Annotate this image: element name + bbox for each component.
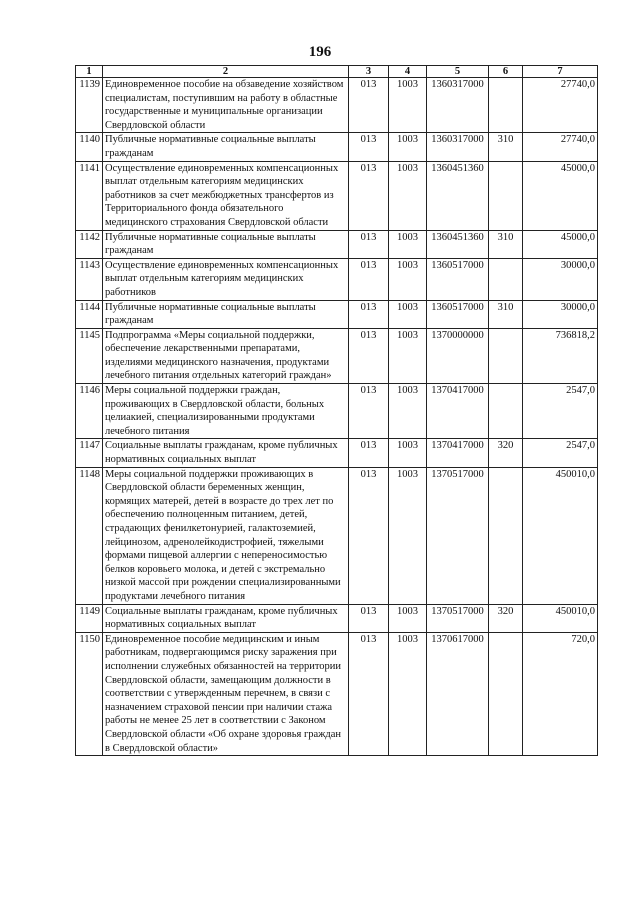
row-amount: 45000,0 <box>523 230 598 258</box>
row-col5: 1370417000 <box>427 384 489 439</box>
row-col3: 013 <box>349 230 389 258</box>
row-col4: 1003 <box>389 632 427 755</box>
row-col5: 1360451360 <box>427 230 489 258</box>
row-amount: 30000,0 <box>523 300 598 328</box>
row-col3: 013 <box>349 328 389 383</box>
row-col3: 013 <box>349 258 389 300</box>
table-row <box>76 161 598 230</box>
row-number: 1140 <box>76 133 103 161</box>
row-col3: 013 <box>349 300 389 328</box>
row-col4: 1003 <box>389 258 427 300</box>
row-amount: 450010,0 <box>523 467 598 604</box>
table-row <box>76 133 598 161</box>
row-col4: 1003 <box>389 78 427 133</box>
row-number: 1142 <box>76 230 103 258</box>
row-col4: 1003 <box>389 161 427 230</box>
row-col4: 1003 <box>389 230 427 258</box>
row-name: Публичные нормативные социальные выплаты гражданам <box>103 300 349 328</box>
row-number: 1147 <box>76 439 103 467</box>
row-col4: 1003 <box>389 439 427 467</box>
row-amount: 30000,0 <box>523 258 598 300</box>
row-name: Единовременное пособие медицинским и иным работникам, подвергающимся риску заражения при исполнении служебных обязанностей на территории Свердловской области, замещающим должности в соответствии с утвержденным перечнем, в связи с назначением страховой пенсии при наличии стажа работы не менее 25 лет в соответствии с Законом Свердловской области «Об охране здоровья граждан в Свердловской области» <box>103 632 349 755</box>
row-col5: 1370417000 <box>427 439 489 467</box>
row-amount: 450010,0 <box>523 604 598 632</box>
row-name: Меры социальной поддержки граждан, проживающих в Свердловской области, больных целиакией, специализированными продуктами лечебного питания <box>103 384 349 439</box>
col-header-3: 3 <box>349 66 389 78</box>
budget-table <box>75 65 598 756</box>
col-header-2: 2 <box>103 66 349 78</box>
row-col3: 013 <box>349 467 389 604</box>
row-name: Осуществление единовременных компенсационных выплат отдельным категориям медицинских работников за счет межбюджетных трансфертов из Территориального фонда обязательного медицинского страхования Свердловской области <box>103 161 349 230</box>
row-name: Социальные выплаты гражданам, кроме публичных нормативных социальных выплат <box>103 439 349 467</box>
row-amount: 27740,0 <box>523 133 598 161</box>
row-col4: 1003 <box>389 133 427 161</box>
row-col4: 1003 <box>389 467 427 604</box>
row-col5: 1370000000 <box>427 328 489 383</box>
table-row <box>76 230 598 258</box>
row-col6 <box>489 78 523 133</box>
row-number: 1141 <box>76 161 103 230</box>
row-amount: 2547,0 <box>523 384 598 439</box>
row-amount: 720,0 <box>523 632 598 755</box>
row-col3: 013 <box>349 632 389 755</box>
row-number: 1139 <box>76 78 103 133</box>
table-row <box>76 632 598 755</box>
row-col6 <box>489 161 523 230</box>
row-number: 1148 <box>76 467 103 604</box>
row-col6 <box>489 384 523 439</box>
row-number: 1144 <box>76 300 103 328</box>
table-row <box>76 258 598 300</box>
row-col4: 1003 <box>389 384 427 439</box>
row-amount: 27740,0 <box>523 78 598 133</box>
row-col3: 013 <box>349 604 389 632</box>
row-name: Публичные нормативные социальные выплаты гражданам <box>103 133 349 161</box>
row-col5: 1360317000 <box>427 78 489 133</box>
header-row <box>76 66 598 78</box>
row-col6 <box>489 258 523 300</box>
col-header-6: 6 <box>489 66 523 78</box>
table-row <box>76 439 598 467</box>
table-row <box>76 300 598 328</box>
row-name: Меры социальной поддержки проживающих в Свердловской области беременных женщин, кормящих матерей, детей в возрасте до трех лет по обеспечению полноценным питанием, детей, страдающих фенилкетонурией, галактоземией, лейцинозом, адренолейкодистрофией, тяжелыми формами пищевой аллергии с непереносимостью белков коровьего молока, и детей с экстремально низкой массой при рождении специализированными продуктами лечебного питания <box>103 467 349 604</box>
row-col3: 013 <box>349 161 389 230</box>
col-header-1: 1 <box>76 66 103 78</box>
row-col6: 310 <box>489 230 523 258</box>
page-number: 196 <box>308 44 332 60</box>
table-row <box>76 604 598 632</box>
row-col6 <box>489 328 523 383</box>
row-col5: 1360451360 <box>427 161 489 230</box>
row-name: Подпрограмма «Меры социальной поддержки, обеспечение лекарственными препаратами, изделиями медицинского назначения, продуктами лечебного питания отдельных категорий граждан» <box>103 328 349 383</box>
row-col5: 1370517000 <box>427 604 489 632</box>
row-col3: 013 <box>349 384 389 439</box>
row-amount: 2547,0 <box>523 439 598 467</box>
row-col5: 1360317000 <box>427 133 489 161</box>
row-col3: 013 <box>349 78 389 133</box>
row-number: 1150 <box>76 632 103 755</box>
row-col4: 1003 <box>389 300 427 328</box>
row-number: 1145 <box>76 328 103 383</box>
row-amount: 45000,0 <box>523 161 598 230</box>
row-col6: 310 <box>489 133 523 161</box>
row-name: Публичные нормативные социальные выплаты гражданам <box>103 230 349 258</box>
col-header-7: 7 <box>523 66 598 78</box>
row-number: 1146 <box>76 384 103 439</box>
table-row <box>76 328 598 383</box>
row-number: 1149 <box>76 604 103 632</box>
row-col3: 013 <box>349 439 389 467</box>
row-col6: 320 <box>489 604 523 632</box>
table-row <box>76 384 598 439</box>
row-name: Единовременное пособие на обзаведение хозяйством специалистам, поступившим на работу в областные государственные и муниципальные организации Свердловской области <box>103 78 349 133</box>
table-row <box>76 78 598 133</box>
row-amount: 736818,2 <box>523 328 598 383</box>
row-col4: 1003 <box>389 328 427 383</box>
row-col5: 1370517000 <box>427 467 489 604</box>
row-col5: 1360517000 <box>427 300 489 328</box>
table-row <box>76 467 598 604</box>
row-col6 <box>489 467 523 604</box>
row-col5: 1360517000 <box>427 258 489 300</box>
col-header-5: 5 <box>427 66 489 78</box>
col-header-4: 4 <box>389 66 427 78</box>
row-col6: 310 <box>489 300 523 328</box>
row-number: 1143 <box>76 258 103 300</box>
row-col6 <box>489 632 523 755</box>
row-name: Социальные выплаты гражданам, кроме публичных нормативных социальных выплат <box>103 604 349 632</box>
row-col3: 013 <box>349 133 389 161</box>
row-col6: 320 <box>489 439 523 467</box>
row-name: Осуществление единовременных компенсационных выплат отдельным категориям медицинских работников <box>103 258 349 300</box>
row-col4: 1003 <box>389 604 427 632</box>
row-col5: 1370617000 <box>427 632 489 755</box>
